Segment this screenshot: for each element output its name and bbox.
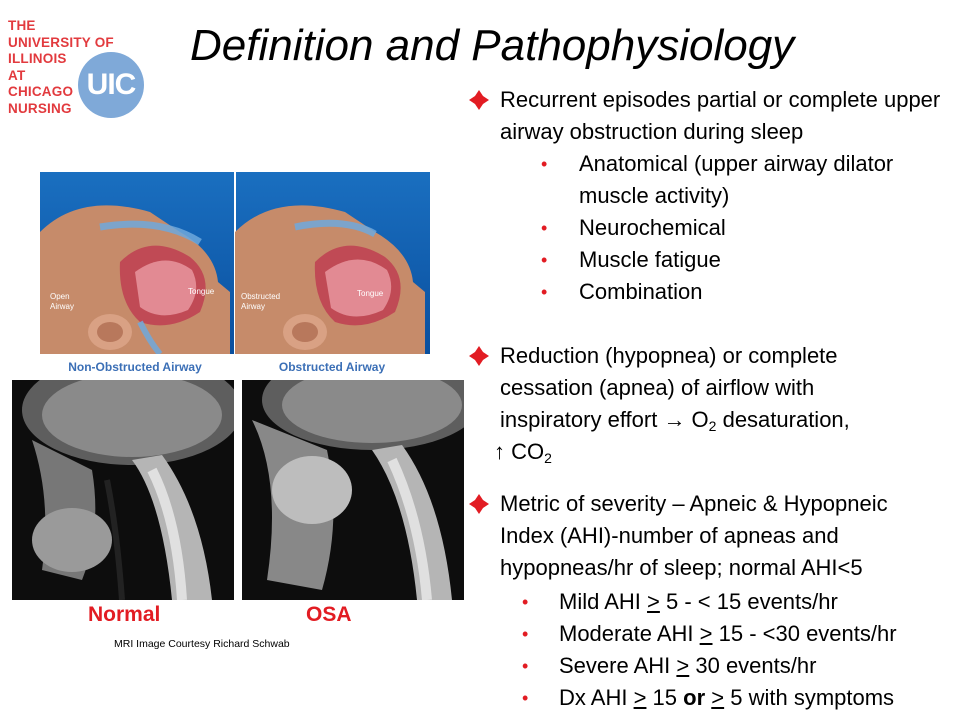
sub-neurochemical: Neurochemical (579, 215, 726, 240)
metric-line-3: hypopneas/hr of sleep; normal AHI<5 (500, 555, 863, 580)
uic-nursing-logo (8, 18, 143, 118)
airway-illustration (40, 172, 430, 354)
slide-title: Definition and Pathophysiology (190, 21, 795, 70)
tongue-label-right: Tongue (357, 289, 384, 298)
obstructed-label: Obstructed (241, 292, 281, 301)
normal-label: Normal (88, 603, 161, 626)
diamond-bullet-icon (468, 493, 490, 515)
diamond-bullet-icon (468, 345, 490, 367)
metric-line-2: Index (AHI)-number of apneas and (500, 523, 839, 548)
sub-bullet-dot: • (541, 282, 548, 302)
sub-bullet-dot: • (522, 624, 529, 644)
sub-muscle-fatigue: Muscle fatigue (579, 247, 721, 272)
sub-bullet-dot: • (522, 656, 529, 676)
severity-moderate: Moderate AHI > 15 - <30 events/hr (559, 621, 897, 646)
airway-label-right: Airway (241, 302, 266, 311)
sub-bullet-dot: • (541, 218, 548, 238)
reduction-line-4: ↑ $CO_2$ (494, 439, 552, 466)
sub-bullet-dot: • (541, 154, 548, 174)
image-credit: MRI Image Courtesy Richard Schwab (114, 638, 290, 650)
mri-normal-image (12, 380, 234, 600)
diagnosis-threshold: Dx AHI > 15 or > 5 with symptoms (559, 685, 895, 710)
tongue-label-left: Tongue (188, 287, 215, 296)
reduction-line-1: Reduction (hypopnea) or complete (500, 343, 838, 368)
sub-bullet-dot: • (541, 250, 548, 270)
osa-label: OSA (306, 603, 352, 626)
non-obstructed-caption: Non-Obstructed Airway (68, 360, 202, 374)
severity-mild: Mild AHI > 5 - < 15 events/hr (559, 589, 838, 614)
mri-osa-image (242, 380, 464, 600)
sub-combination: Combination (579, 279, 703, 304)
sub-bullet-dot: • (522, 592, 529, 612)
metric-line-1: Metric of severity – Apneic & Hypopneic (500, 491, 888, 516)
airway-label-left: Airway (50, 302, 75, 311)
obstructed-caption: Obstructed Airway (278, 360, 386, 374)
reduction-line-3: inspiratory effort → $O_2$ desaturation, (500, 407, 850, 434)
sub-anatomical: Anatomical (upper airway dilator (579, 151, 894, 176)
airway-illustration-graphic (40, 172, 430, 354)
bullet-text: Recurrent episodes partial or complete upper airway obstruction during sleep (500, 87, 941, 144)
sub-anatomical-cont: muscle activity) (579, 183, 730, 208)
reduction-line-2: cessation (apnea) of airflow with (500, 375, 815, 400)
logo-wordmark: THE UNIVERSITY OF ILLINOIS AT CHICAGO NURSING (8, 18, 114, 116)
diamond-bullet-icon (468, 89, 490, 111)
open-label: Open (50, 292, 70, 301)
sub-bullet-dot: • (522, 688, 529, 708)
severity-severe: Severe AHI > 30 events/hr (559, 653, 817, 678)
uic-badge: UIC (78, 52, 144, 118)
